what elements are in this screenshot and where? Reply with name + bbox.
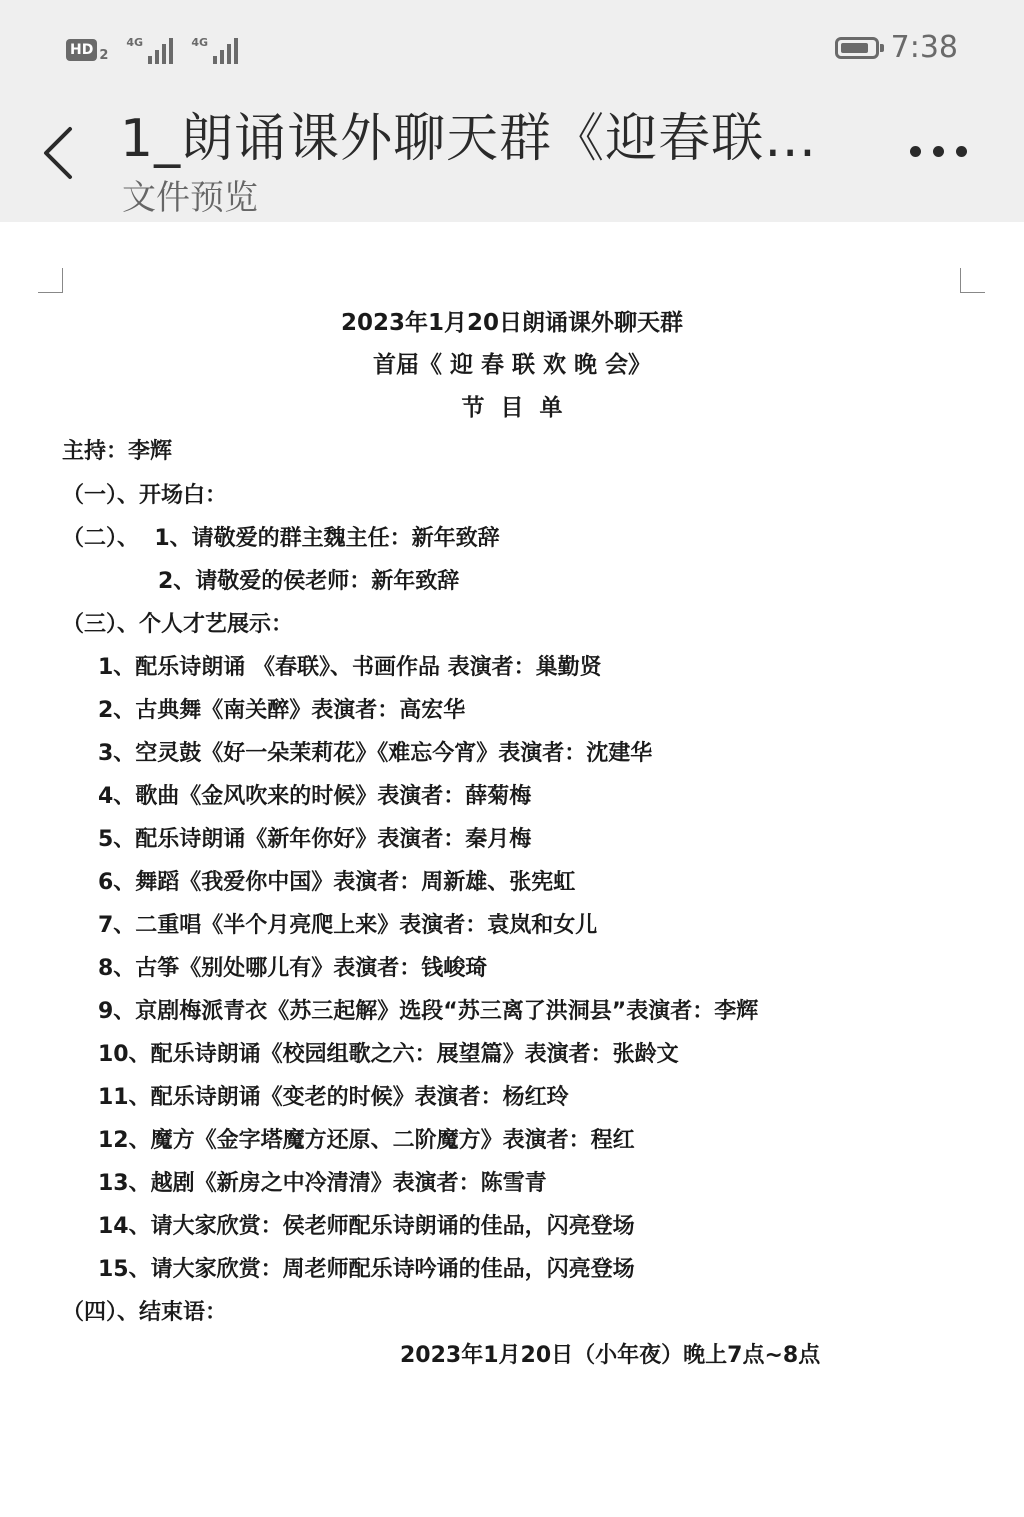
section-speech-2: 2、请敬爱的侯老师：新年致辞: [158, 569, 460, 594]
page-subtitle: 文件预览: [122, 178, 258, 218]
title-bar: [0, 0, 1024, 222]
program-item: 2、古典舞《南关醉》表演者：高宏华: [98, 698, 466, 723]
clock: 7:38: [890, 30, 958, 65]
signal-icon-1: [126, 36, 173, 64]
host-line: 主持：李辉: [62, 439, 173, 464]
hd-badge: HD: [66, 39, 97, 61]
document-preview[interactable]: [0, 222, 1024, 1517]
program-item: 13、越剧《新房之中冷清清》表演者：陈雪青: [98, 1171, 547, 1196]
program-item: 12、魔方《金字塔魔方还原、二阶魔方》表演者：程红: [98, 1128, 635, 1153]
program-item: 4、歌曲《金风吹来的时候》表演者：薛菊梅: [98, 784, 532, 809]
program-item: 1、配乐诗朗诵 《春联》、书画作品 表演者：巢勤贤: [98, 655, 602, 680]
doc-heading-date: 2023年1月20日朗诵课外聊天群: [340, 310, 684, 336]
sim-number: 2: [99, 47, 109, 63]
program-item: 3、空灵鼓《好一朵茉莉花》《难忘今宵》表演者：沈建华: [98, 741, 653, 766]
signal-icon-2: [191, 36, 238, 64]
program-item: 14、请大家欣赏：侯老师配乐诗朗诵的佳品，闪亮登场: [98, 1214, 635, 1239]
network-type-1: 4G: [126, 36, 144, 49]
program-item: 11、配乐诗朗诵《变老的时候》表演者：杨红玲: [98, 1085, 569, 1110]
program-item: 8、古筝《别处哪儿有》表演者：钱峻琦: [98, 956, 488, 981]
program-item: 9、京剧梅派青衣《苏三起解》选段“苏三离了洪洞县”表演者：李辉: [98, 999, 759, 1024]
network-type-2: 4G: [191, 36, 209, 49]
page-corner-mark: [38, 268, 63, 293]
program-item: 6、舞蹈《我爱你中国》表演者：周新雄、张宪虹: [98, 870, 576, 895]
section-speech-1: （二）、 1、请敬爱的群主魏主任：新年致辞: [62, 526, 500, 551]
battery-level: [841, 43, 868, 53]
program-item: 10、配乐诗朗诵《校园组歌之六：展望篇》表演者：张龄文: [98, 1042, 679, 1067]
program-item: 15、请大家欣赏：周老师配乐诗吟诵的佳品，闪亮登场: [98, 1257, 635, 1282]
doc-heading-program: 节 目 单: [461, 395, 563, 421]
more-options-icon[interactable]: [910, 146, 970, 160]
status-bar-left: [66, 34, 238, 66]
page-title: 1_朗诵课外聊天群《迎春联…: [120, 109, 818, 169]
section-closing: （四）、结束语：: [62, 1300, 228, 1325]
footer-date: 2023年1月20日（小年夜）晚上7点~8点: [400, 1343, 821, 1368]
back-arrow-icon[interactable]: [40, 125, 80, 181]
program-item: 7、二重唱《半个月亮爬上来》表演者：袁岚和女儿: [98, 913, 598, 938]
battery-icon: [835, 37, 879, 59]
section-talent: （三）、个人才艺展示：: [62, 612, 294, 637]
status-bar-right: [835, 30, 958, 65]
doc-heading-event: 首届《 迎 春 联 欢 晚 会》: [372, 352, 652, 378]
section-opening: （一）、开场白：: [62, 483, 228, 508]
page-corner-mark: [960, 268, 985, 293]
program-item: 5、配乐诗朗诵《新年你好》表演者：秦月梅: [98, 827, 532, 852]
